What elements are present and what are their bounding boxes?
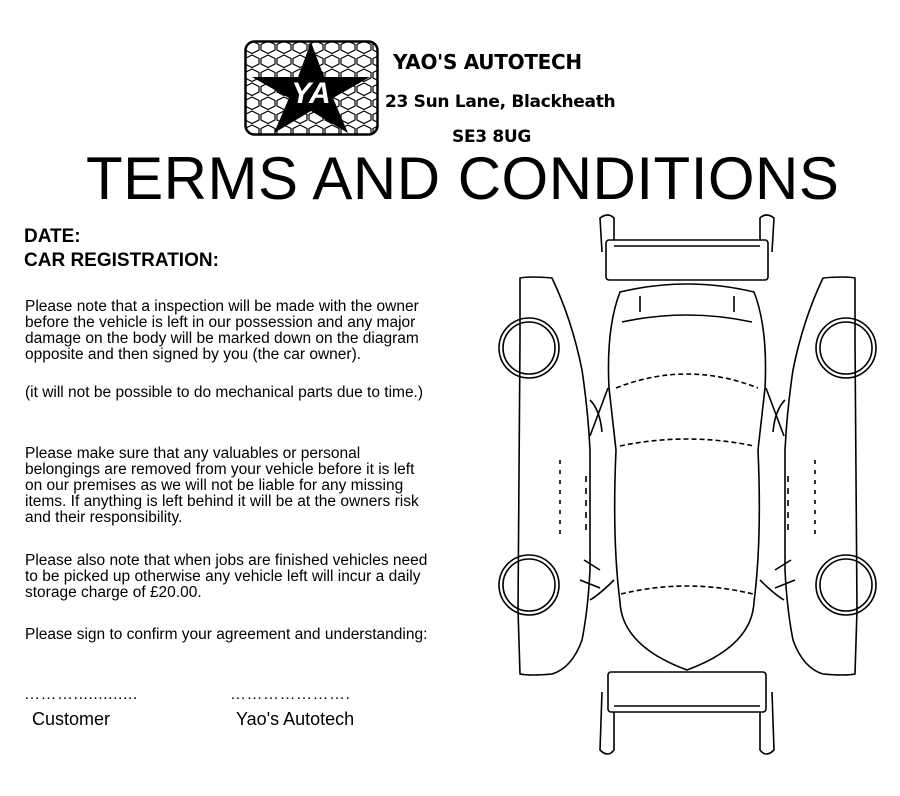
inspection-note: (it will not be possible to do mechanical parts due to time.) <box>25 384 424 401</box>
yaos-autotech-logo <box>244 40 379 136</box>
autotech-signature-line[interactable]: …………………. <box>230 686 351 703</box>
autotech-signature-label: Yao's Autotech <box>236 709 355 729</box>
business-name: YAO'S AUTOTECH <box>393 50 582 74</box>
storage-paragraph: Please also note that when jobs are finished vehicles need to be picked up otherwise any vehicle left will incur a daily storage charge of £20.00. <box>25 552 428 601</box>
valuables-paragraph: Please make sure that any valuables or personal belongings are removed from your vehicle before it is left on our premises as we will not be liable for any missing items. If anything is left behind it will be at the owners risk and their responsibility. <box>25 445 419 526</box>
business-address: 23 Sun Lane, Blackheath <box>385 92 616 112</box>
date-label: DATE: <box>24 226 81 247</box>
rear-bumper <box>600 672 774 754</box>
page-title: TERMS AND CONDITIONS <box>86 145 840 212</box>
customer-signature-line[interactable]: ………............. <box>24 686 138 703</box>
car-damage-diagram-icon <box>490 210 885 762</box>
agreement-paragraph: Please sign to confirm your agreement and understanding: <box>25 626 428 643</box>
inspection-paragraph: Please note that a inspection will be made with the owner before the vehicle is left in our possession and any major damage on the body will be marked down on the diagram opposite and then signed by you (the car owner). <box>25 298 419 363</box>
business-postcode: SE3 8UG <box>452 127 532 147</box>
car-registration-label: CAR REGISTRATION: <box>24 250 219 271</box>
car-top-view <box>586 284 788 670</box>
front-bumper <box>600 215 774 280</box>
logo-text: YA <box>291 77 331 110</box>
customer-signature-label: Customer <box>32 709 111 729</box>
